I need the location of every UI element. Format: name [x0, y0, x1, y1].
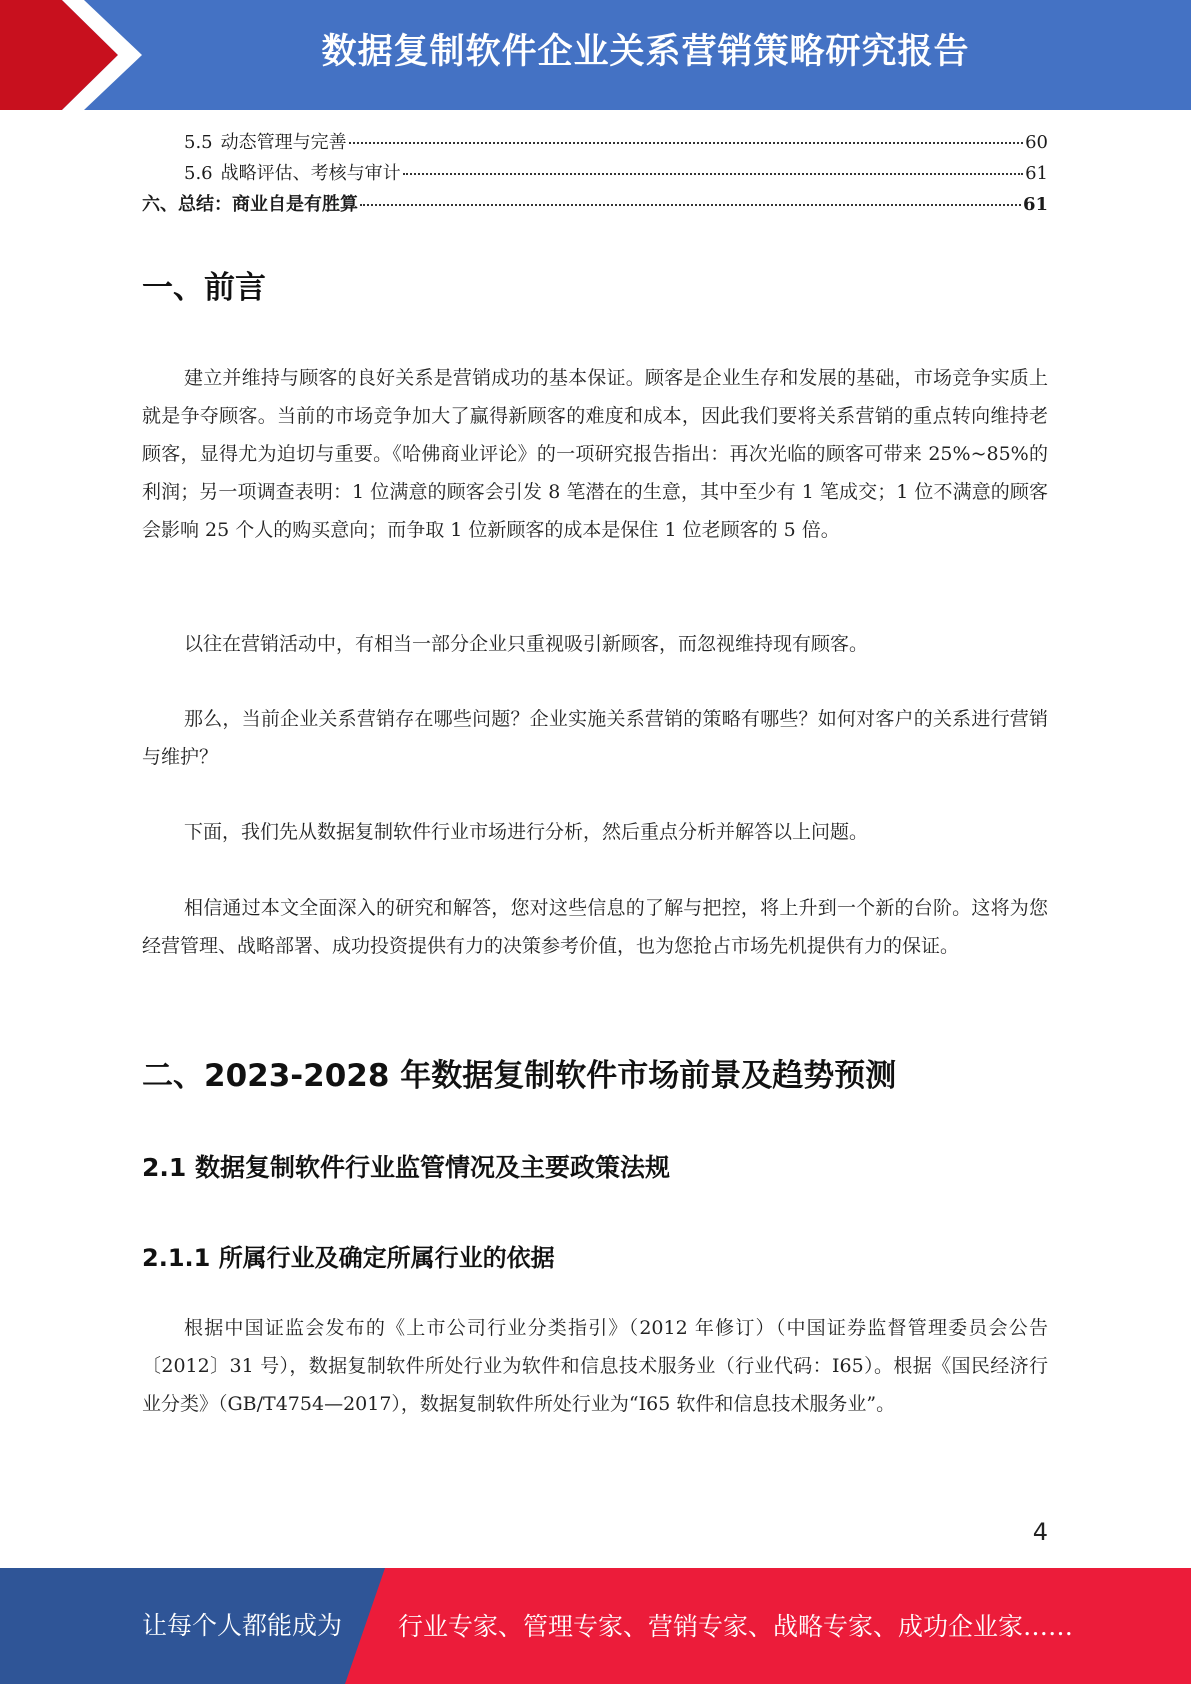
page-number: 4	[1032, 1518, 1048, 1546]
page-header	[0, 0, 1191, 110]
section-heading-market-outlook: 二、2023-2028 年数据复制软件市场前景及趋势预测	[142, 1058, 897, 1094]
paragraph: 相信通过本文全面深入的研究和解答，您对这些信息的了解与把控，将上升到一个新的台阶。这将为您经营管理、战略部署、成功投资提供有力的决策参考价值，也为您抢占市场先机提供有力的保证。	[142, 897, 1048, 957]
toc-entry-page: 61	[1025, 163, 1048, 184]
toc-entry[interactable]	[142, 190, 1048, 220]
footer-slogan-right: 行业专家、管理专家、营销专家、战略专家、成功企业家……	[398, 1612, 1074, 1641]
report-title: 数据复制软件企业关系营销策略研究报告	[321, 32, 970, 72]
toc-entry-label: 动态管理与完善	[220, 132, 347, 153]
toc-entry-page: 61	[1022, 194, 1048, 215]
toc-leader-dots	[349, 142, 1023, 144]
toc-entry-page: 60	[1025, 132, 1048, 153]
section-heading-preface: 一、前言	[142, 270, 266, 306]
toc-entry[interactable]	[142, 159, 1048, 189]
paragraph: 那么，当前企业关系营销存在哪些问题？企业实施关系营销的策略有哪些？如何对客户的关系进行营销与维护？	[142, 708, 1048, 768]
paragraph: 下面，我们先从数据复制软件行业市场进行分析，然后重点分析并解答以上问题。	[184, 821, 869, 843]
paragraph: 根据中国证监会发布的《上市公司行业分类指引》（2012 年修订）（中国证券监督管理委员会公告〔2012〕31 号），数据复制软件所处行业为软件和信息技术服务业（行业代码：I65）。根据《国民经济行业分类》（GB/T4754—2017），数据复制软件所处行业为“I65 软件和信息技术服务业”。	[142, 1317, 1048, 1415]
toc-entry-label: 六、总结：商业自是有胜算	[142, 194, 358, 215]
footer-slogan-left: 让每个人都能成为	[142, 1611, 343, 1640]
toc-entry-number: 5.5	[184, 132, 213, 153]
toc-leader-dots	[403, 173, 1023, 175]
header-chevron-decoration	[0, 0, 160, 110]
paragraph: 以往在营销活动中，有相当一部分企业只重视吸引新顾客，而忽视维持现有顾客。	[184, 633, 869, 655]
subsection-heading-regulation: 2.1 数据复制软件行业监管情况及主要政策法规	[142, 1153, 670, 1182]
toc-entry-number: 5.6	[184, 163, 213, 184]
paragraph: 建立并维持与顾客的良好关系是营销成功的基本保证。顾客是企业生存和发展的基础，市场竞争实质上就是争夺顾客。当前的市场竞争加大了赢得新顾客的难度和成本，因此我们要将关系营销的重点转向维持老顾客，显得尤为迫切与重要。《哈佛商业评论》的一项研究报告指出：再次光临的顾客可带来 25%~85%的利润；另一项调查表明：1 位满意的顾客会引发 8 笔潜在的生意，其中至少有 1 笔成交；1 位不满意的顾客会影响 25 个人的购买意向；而争取 1 位新顾客的成本是保住 1 位老顾客的 5 倍。	[142, 367, 1048, 541]
page-footer	[0, 1568, 1191, 1684]
toc-leader-dots	[360, 204, 1021, 206]
subsubsection-heading-industry: 2.1.1 所属行业及确定所属行业的依据	[142, 1244, 555, 1272]
toc-entry-label: 战略评估、考核与审计	[220, 163, 401, 184]
toc-entry[interactable]	[142, 128, 1048, 158]
